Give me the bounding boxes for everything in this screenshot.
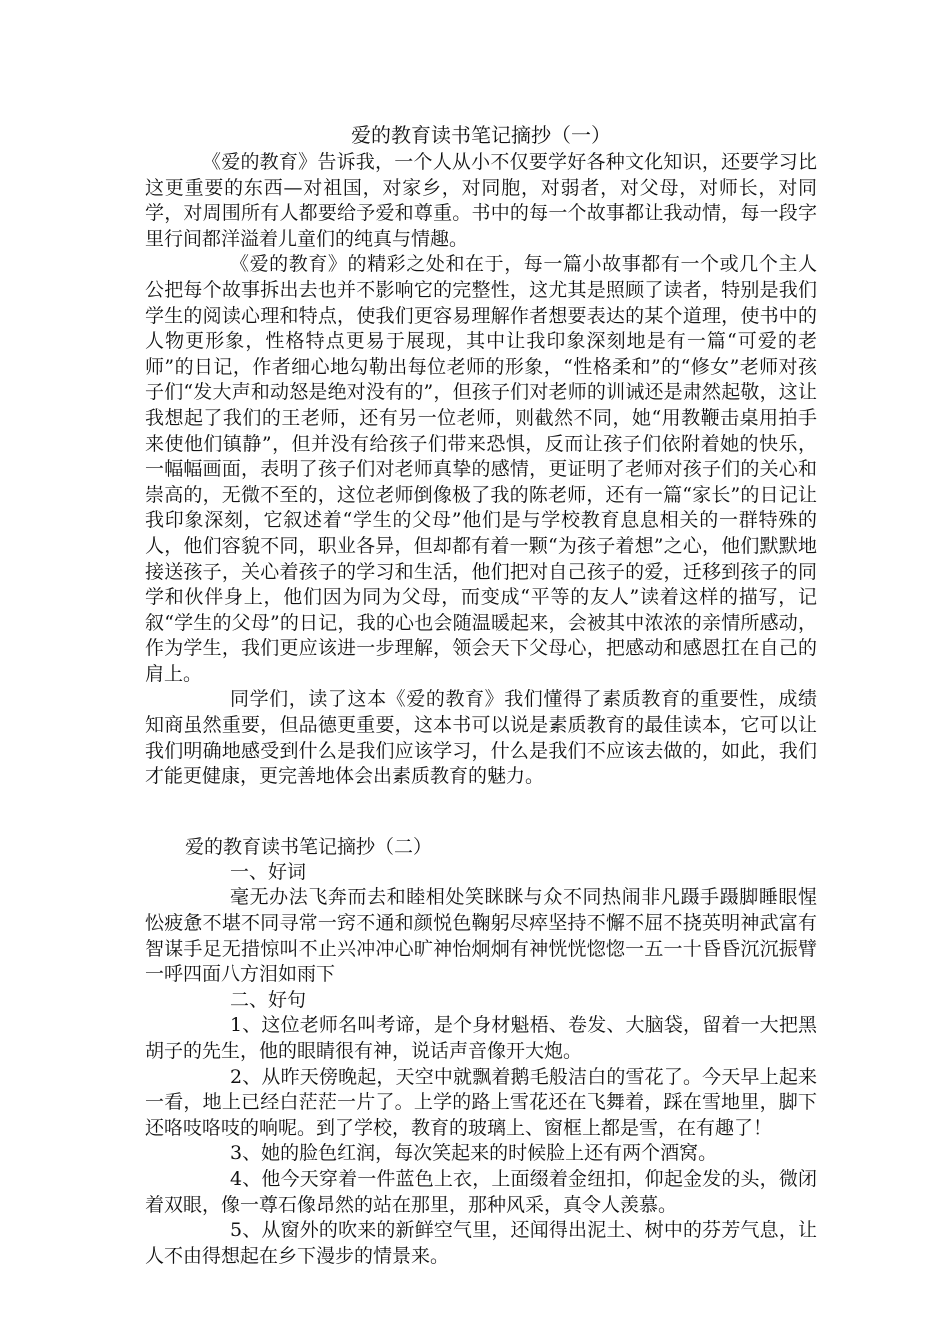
section1-title: 爱的教育读书笔记摘抄（一） <box>351 123 611 147</box>
sentence-2: 2、从昨天傍晚起，天空中就飘着鹅毛般洁白的雪花了。今天早上起来一看，地上已经白茫茫一片了。上学的路上雪花还在飞舞着，踩在雪地里，脚下还咯吱咯吱的响呢。到了学校，教育的玻璃上、窗框上都是雪，在有趣了！ <box>145 1065 817 1139</box>
section-spacer <box>145 790 817 834</box>
sentence-5: 5、从窗外的吹来的新鲜空气里，还闻得出泥土、树中的芬芳气息，让人不由得想起在乡下漫步的情景来。 <box>145 1219 817 1267</box>
section1-paragraph-1: 《爱的教育》告诉我，一个人从小不仅要学好各种文化知识，还要学习比这更重要的东西—对祖国，对家乡，对同胞，对弱者，对父母，对师长，对同学，对周围所有人都要给予爱和尊重。书中的每一个故事都让我动情，每一段字里行间都洋溢着儿童们的纯真与情趣。 <box>145 151 817 250</box>
words-heading: 一、好词 <box>230 860 307 883</box>
words-list: 毫无办法飞奔而去和睦相处笑眯眯与众不同热闹非凡蹑手蹑脚睡眼惺忪疲惫不堪不同寻常一窍不通和颜悦色鞠躬尽瘁坚持不懈不屈不挠英明神武富有智谋手足无措惊叫不止兴冲冲心旷神怡炯炯有神恍恍惚惚一五一十昏昏沉沉振臂一呼四面八方泪如雨下 <box>145 886 817 986</box>
section1-paragraph-2: 《爱的教育》的精彩之处和在于，每一篇小故事都有一个或几个主人公把每个故事拆出去也并不影响它的完整性，这尤其是照顾了读者，特别是我们学生的阅读心理和特点，使我们更容易理解作者想要表达的某个道理，使书中的人物更形象，性格特点更易于展现，其中让我印象深刻地是有一篇“可爱的老师”的日记，作者细心地勾勒出每位老师的形象，“性格柔和”的“修女”老师对孩子们“发大声和动怒是绝对没有的”，但孩子们对老师的训诫还是肃然起敬，这让我想起了我们的王老师，还有另一位老师，则截然不同，她“用教鞭击桌用拍手来使他们镇静”，但并没有给孩子们带来恐惧，反而让孩子们依附着她的快乐，一幅幅画面，表明了孩子们对老师真挚的感情，更证明了老师对孩子们的关心和崇高的，无微不至的，这位老师倒像极了我的陈老师，还有一篇“家长”的日记让我印象深刻，它叙述着“学生的父母”他们是与学校教育息息相关的一群特殊的人，他们容貌不同，职业各异，但却都有着一颗“为孩子着想”之心，他们默默地接送孩子，关心着孩子的学习和生活，他们把对自己孩子的爱，迁移到孩子的同学和伙伴身上，他们因为同为父母，而变成“平等的友人”读着这样的描写，记叙“学生的父母”的日记，我的心也会随温暖起来，会被其中浓浓的亲情所感动，作为学生，我们更应该进一步理解，领会天下父母心，把感动和感恩扛在自己的肩上。 <box>145 253 817 685</box>
sentences-heading: 二、好句 <box>230 988 307 1011</box>
sentence-3: 3、她的脸色红润，每次笑起来的时候脸上还有两个酒窝。 <box>230 1142 718 1165</box>
document-page <box>145 120 817 1269</box>
section1-paragraph-3: 同学们，读了这本《爱的教育》我们懂得了素质教育的重要性，成绩知商虽然重要，但品德更重要，这本书可以说是素质教育的最佳读本，它可以让我们明确地感受到什么是我们应该学习，什么是我们不应该去做的，如此，我们才能更健康，更完善地体会出素质教育的魅力。 <box>145 688 817 788</box>
sentence-1: 1、这位老师名叫考谛，是个身材魁梧、卷发、大脑袋，留着一大把黑胡子的先生，他的眼睛很有神，说话声音像开大炮。 <box>145 1014 817 1062</box>
sentence-4: 4、他今天穿着一件蓝色上衣，上面缀着金纽扣，仰起金发的头，微闭着双眼，像一尊石像昂然的站在那里，那种风采，真令人羡慕。 <box>145 1167 817 1216</box>
section2-title: 爱的教育读书笔记摘抄（二） <box>185 835 433 858</box>
